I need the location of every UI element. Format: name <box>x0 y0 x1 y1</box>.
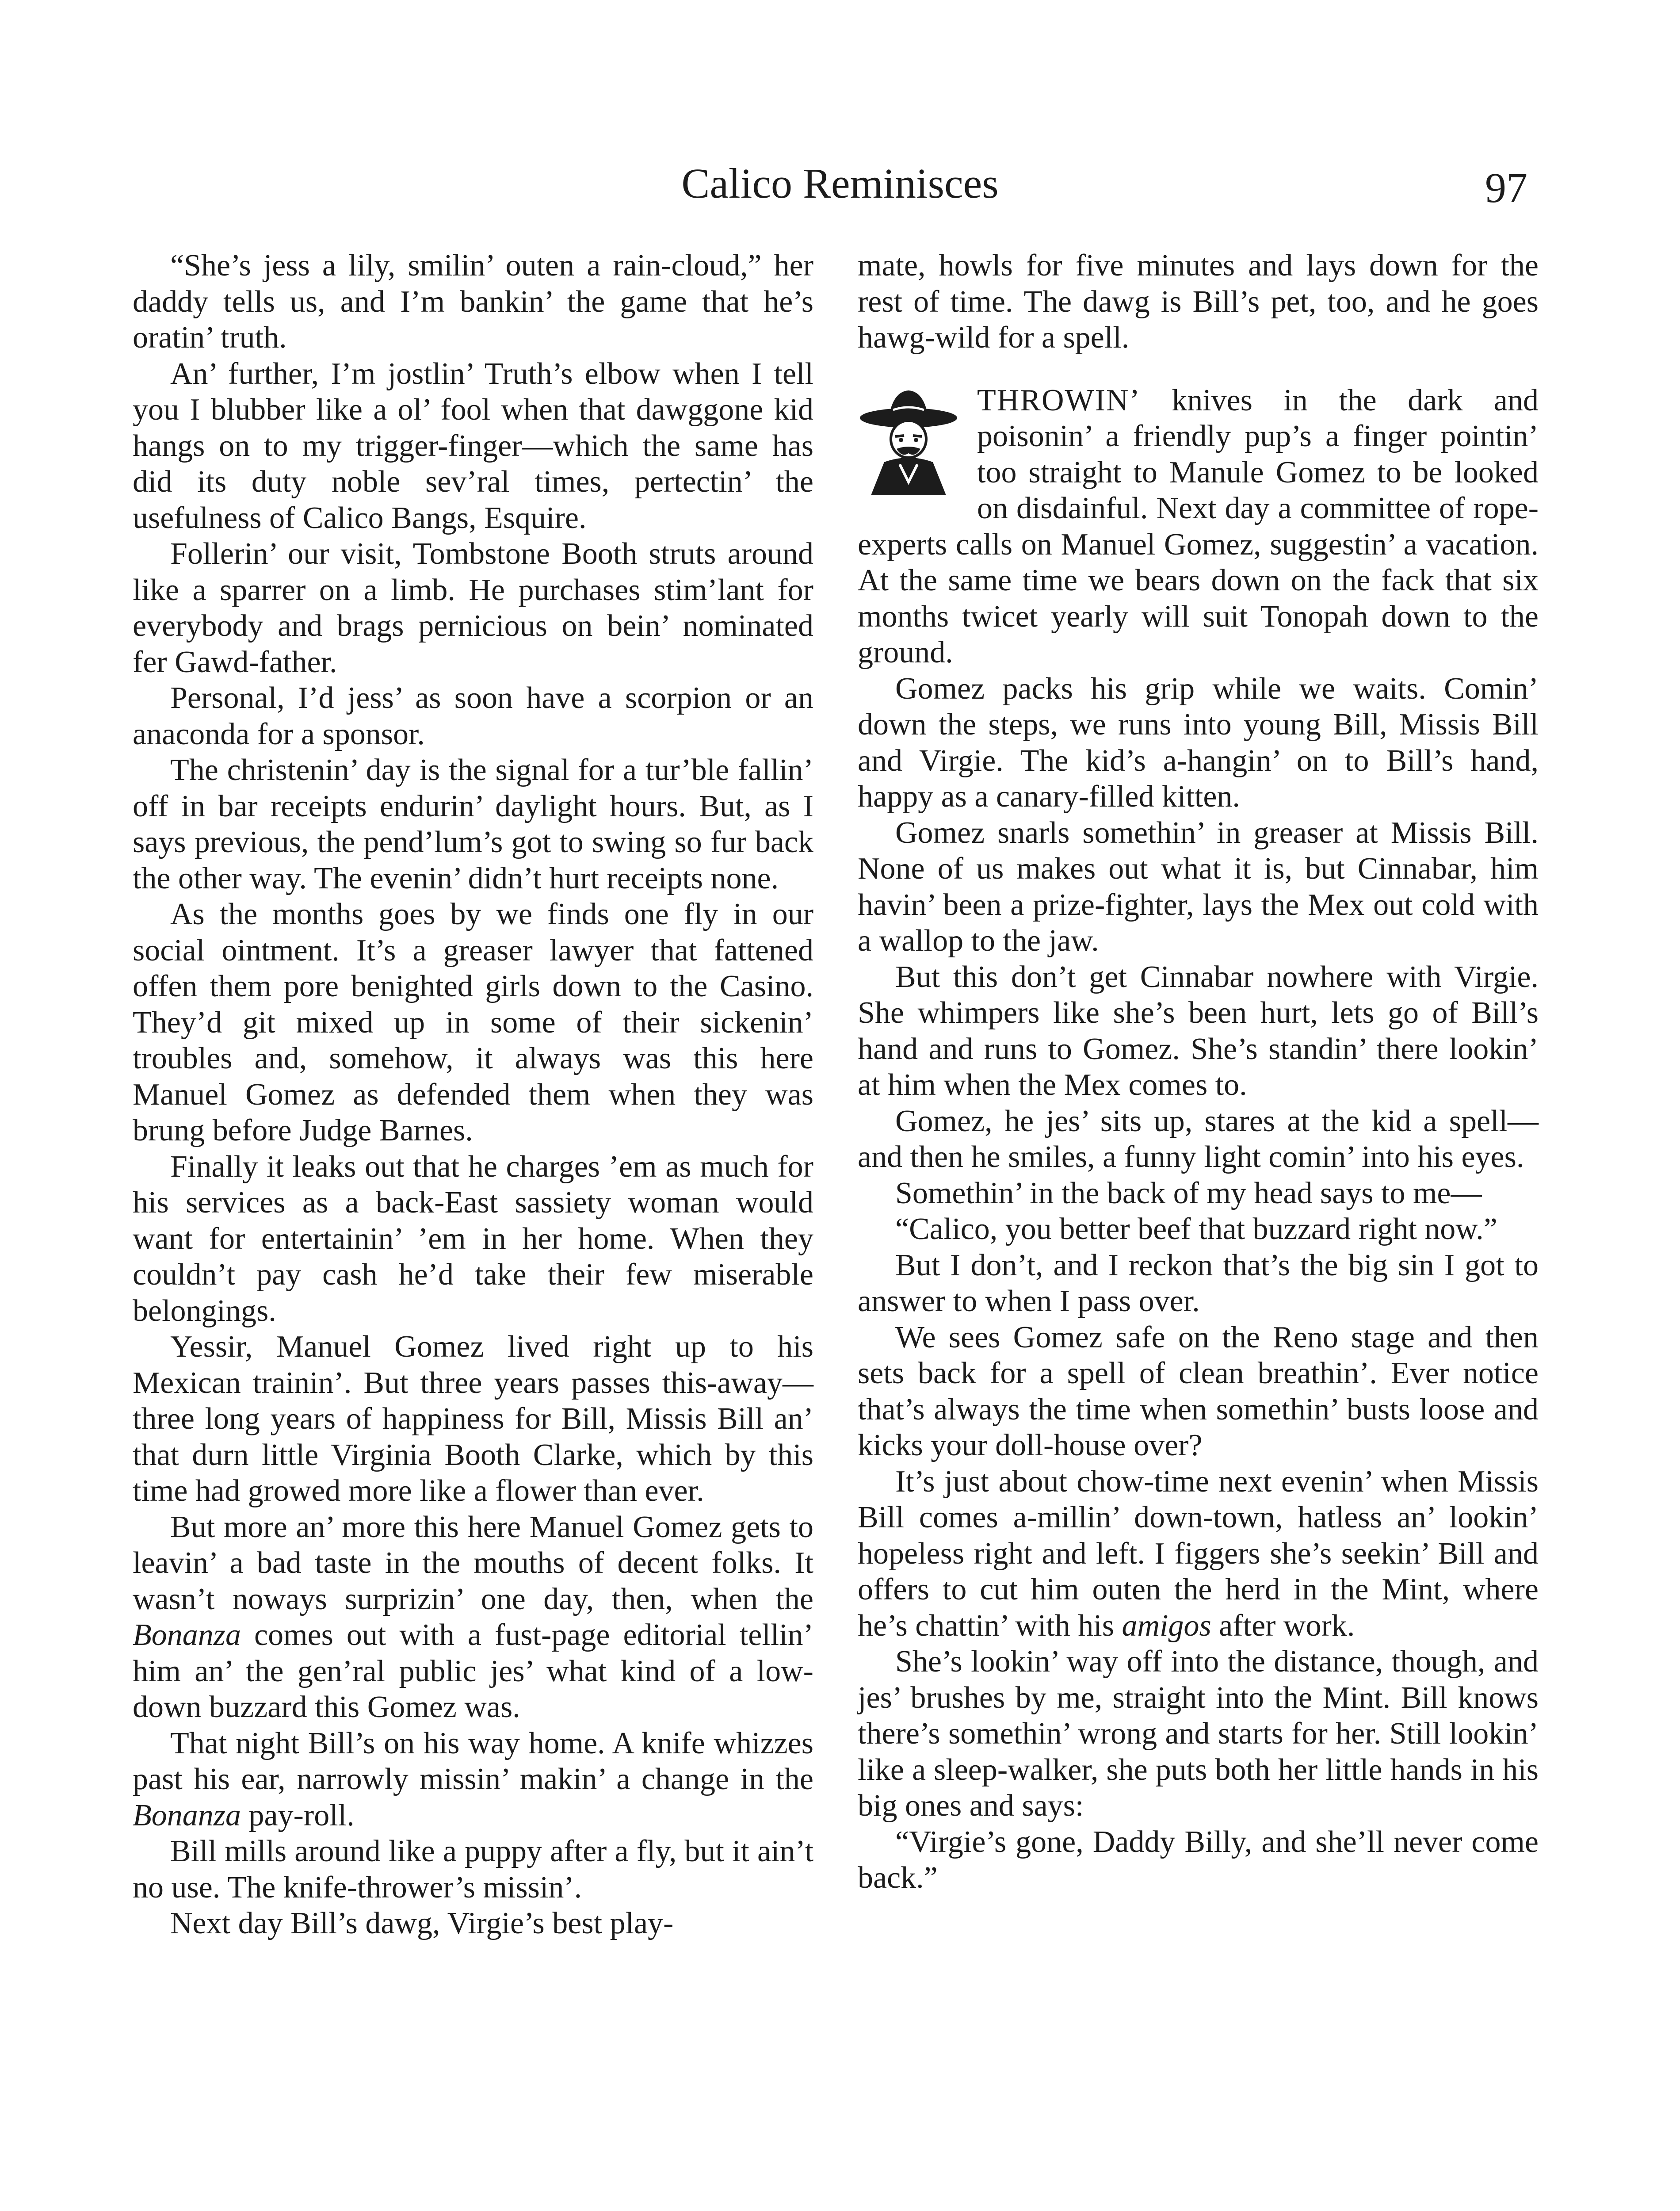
page-number: 97 <box>1485 164 1527 211</box>
paragraph: Follerin’ our visit, Tombstone Booth struts around like a sparrer on a limb. He purchases stim’lant for everybody and brags pernicious on bein’ nominated fer Gawd-father. <box>133 537 813 679</box>
paragraph: Next day Bill’s dawg, Virgie’s best play- <box>170 1906 674 1940</box>
paragraph: “She’s jess a lily, smilin’ outen a rain-cloud,” her daddy tells us, and I’m bankin’ the game that he’s oratin’ truth. <box>133 249 813 355</box>
italic-text: amigos <box>1122 1608 1211 1643</box>
paragraph-continuation: mate, howls for five minutes and lays down for the rest of time. The dawg is Bill’s pet, too, and he goes hawg-wild for a spell. <box>858 249 1539 355</box>
text-run: That night Bill’s on his way home. A knife whizzes past his ear, narrowly missin’ makin’ a change in the <box>133 1726 813 1796</box>
sombrero-man-icon <box>858 387 959 497</box>
page-title: Calico Reminisces <box>681 160 999 207</box>
paragraph <box>858 383 1539 671</box>
paragraph: We sees Gomez safe on the Reno stage and then sets back for a spell of clean breathin’. Ever notice that’s always the time when somethin’ busts loose and kicks your doll-house over? <box>858 1320 1539 1462</box>
paragraph: Bill mills around like a puppy after a fly, but it ain’t no use. The knife-thrower’s missin’. <box>133 1834 813 1905</box>
text-run: pay-roll. <box>241 1798 355 1832</box>
paragraph: An’ further, I’m jostlin’ Truth’s elbow when I tell you I blubber like a ol’ fool when that dawggone kid hangs on to my trigger-finger—which the same has did its duty noble sev’ral times, pertectin’ the usefulness of Calico Bangs, Esquire. <box>133 356 813 535</box>
italic-text: Bonanza <box>133 1618 241 1652</box>
paragraph: But this don’t get Cinnabar nowhere with Virgie. She whimpers like she’s been hurt, lets go of Bill’s hand and runs to Gomez. She’s standin’ there lookin’ at him when the Mex comes to. <box>858 960 1539 1102</box>
paragraph: She’s lookin’ way off into the distance, though, and jes’ brushes by me, straight into the Mint. Bill knows there’s somethin’ wrong and starts for her. Still lookin’ like a sleep-walker, she puts both her little hands in his big ones and says: <box>858 1645 1539 1823</box>
paragraph: Finally it leaks out that he charges ’em as much for his services as a back-East sassiety woman would want for entertainin’ ’em in her home. When they couldn’t pay cash he’d take their few miserable belongings. <box>133 1149 813 1328</box>
paragraph: “Virgie’s gone, Daddy Billy, and she’ll never come back.” <box>858 1825 1539 1895</box>
text-run: after work. <box>1211 1608 1355 1643</box>
paragraph: Personal, I’d jess’ as soon have a scorpion or an anaconda for a sponsor. <box>133 681 813 751</box>
paragraph <box>133 1725 813 1834</box>
paragraph: The christenin’ day is the signal for a tur’ble fallin’ off in bar receipts endurin’ daylight hours. But, as I says previous, the pend’lum’s got to swing so fur back the other way. The evenin’ didn’t hurt receipts none. <box>133 753 813 895</box>
paragraph: Somethin’ in the back of my head says to me— <box>895 1176 1482 1210</box>
paragraph: As the months goes by we finds one fly in our social ointment. It’s a greaser lawyer that fattened offen them pore benighted girls down to the Casino. They’d git mixed up in some of their sickenin’ troubles and, somehow, it always was this here Manuel Gomez as defended them when they was brung before Judge Barnes. <box>133 897 813 1148</box>
paragraph: Gomez, he jes’ sits up, stares at the kid a spell—and then he smiles, a funny light comin’ into his eyes. <box>858 1104 1539 1174</box>
paragraph <box>133 1509 813 1725</box>
paragraph: Yessir, Manuel Gomez lived right up to his Mexican trainin’. But three years passes this-away—three long years of happiness for Bill, Missis Bill an’ that durn little Virginia Booth Clarke, which by this time had growed more like a flower than ever. <box>133 1330 813 1508</box>
italic-text: Bonanza <box>133 1798 241 1832</box>
text-run: comes out with a fust-page editorial tellin’ him an’ the gen’ral public jes’ what kind of a low-down buzzard this Gomez was. <box>133 1618 813 1724</box>
left-column <box>133 248 813 1942</box>
text-run: It’s just about chow-time next evenin’ when Missis Bill comes a-millin’ down-town, hatless an’ lookin’ hopeless right and left. I figgers she’s seekin’ Bill and offers to cut him outen the herd in the Mint, where he’s chattin’ with his <box>858 1464 1539 1643</box>
lead-word: THROWIN’ <box>977 383 1141 417</box>
paragraph: Gomez snarls somethin’ in greaser at Missis Bill. None of us makes out what it is, but Cinnabar, him havin’ been a prize-fighter, lays the Mex out cold with a wallop to the jaw. <box>858 815 1539 958</box>
text-run: knives in the dark and poisonin’ a friendly pup’s a finger pointin’ too straight to Manule Gomez to be looked on disdainful. Next day a committee of rope-experts calls on Manuel Gomez, suggestin’ a vacation. At the same time we bears down on the fack that six months twicet yearly will suit Tonopah down to the ground. <box>858 383 1539 669</box>
section-lead <box>858 383 1539 671</box>
paragraph: But I don’t, and I reckon that’s the big sin I got to answer to when I pass over. <box>858 1248 1539 1318</box>
paragraph: Gomez packs his grip while we waits. Comin’ down the steps, we runs into young Bill, Missis Bill and Virgie. The kid’s a-hangin’ on to Bill’s hand, happy as a canary-filled kitten. <box>858 671 1539 814</box>
paragraph <box>858 1464 1539 1644</box>
text-run: But more an’ more this here Manuel Gomez gets to leavin’ a bad taste in the mouths of decent folks. It wasn’t noways surprizin’ one day, then, when the <box>133 1510 813 1616</box>
paragraph: “Calico, you better beef that buzzard right now.” <box>895 1212 1497 1246</box>
right-column <box>858 248 1539 1896</box>
